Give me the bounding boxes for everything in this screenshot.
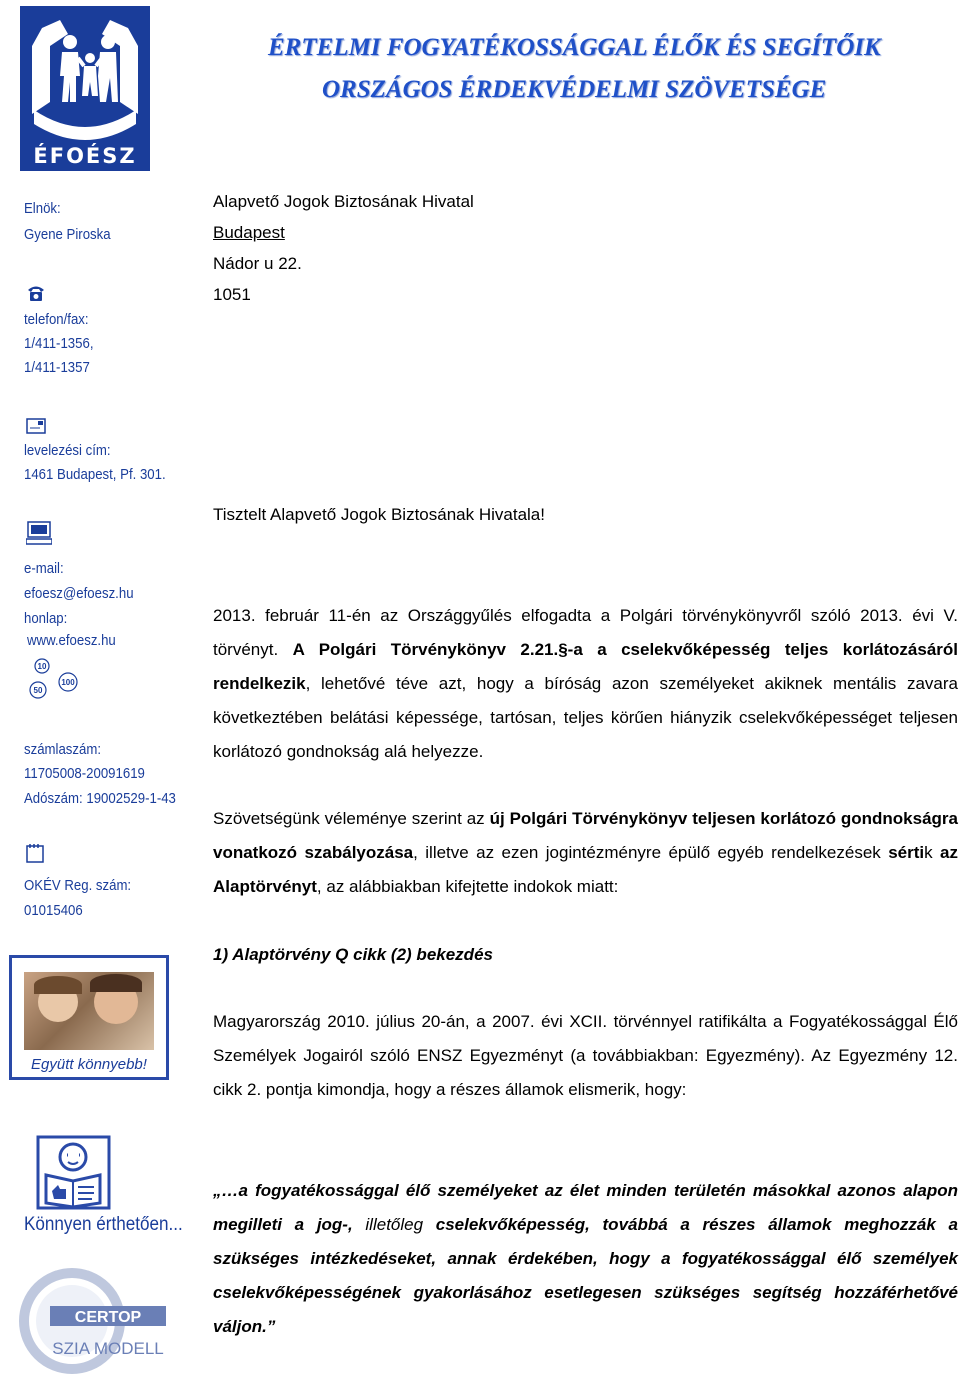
- quote-c: cselekvőképesség, továbbá a részes államok meghozzák a szükséges intézkedéseket, annak érdekében, hogy a fogyatékossággal élő személyek cselekvőképességének gyakorlásához esetlegesen szükséges segítség hozzáférhetővé váljon.: [213, 1215, 958, 1336]
- p1-emphasis: A Polgári Törvénykönyv 2.21.§-a a cselekvőképesség teljes korlátozásáról rendelkezik: [213, 640, 959, 693]
- envelope-icon: [26, 418, 46, 434]
- recipient-city: Budapest: [213, 223, 285, 242]
- president-label: Elnök:: [24, 200, 61, 217]
- paragraph-3: [213, 1005, 958, 1107]
- easy-to-read-caption: Könnyen érthetően...: [24, 1214, 183, 1235]
- okev-label: OKÉV Reg. szám:: [24, 877, 132, 894]
- p2-g: , az alábbiakban kifejtette indokok miatt:: [316, 877, 619, 896]
- org-name-line1: ÉRTELMI FOGYATÉKOSSÁGGAL ÉLŐK ÉS SEGÍTŐIK: [268, 34, 881, 61]
- phone-number-1: 1/411-1356,: [24, 335, 94, 352]
- cert-badge-text: CERTOP: [74, 1309, 142, 1326]
- phone-label: telefon/fax:: [24, 311, 89, 328]
- coins-icon: [24, 658, 86, 700]
- p2-c: , illetve az ezen jogintézményre épülő egyéb rendelkezések: [413, 843, 889, 862]
- org-name-line2: ORSZÁGOS ÉRDEKVÉDELMI SZÖVETSÉGE: [322, 76, 827, 103]
- mail-address: 1461 Budapest, Pf. 301.: [24, 466, 166, 483]
- recipient-postcode: 1051: [213, 285, 251, 304]
- website-label: honlap:: [24, 610, 68, 627]
- account-number: 11705008-20091619: [24, 765, 145, 782]
- coin-100-label: 100: [61, 678, 75, 687]
- logo-text: ÉFOÉSZ: [33, 144, 137, 168]
- president-name: Gyene Piroska: [24, 226, 111, 243]
- p2-f: az Alaptörvényt: [213, 843, 958, 896]
- paragraph-1: [213, 599, 958, 769]
- convention-quote: [213, 1174, 958, 1344]
- cert-name-text: SZIA MODELL: [52, 1339, 164, 1358]
- website-url[interactable]: www.efoesz.hu: [27, 632, 116, 649]
- p1-intro: 2013. február 11-én az Országgyűlés elfogadta a Polgári törvénykönyvről szóló 2013. évi V. törvényt.: [213, 606, 958, 659]
- easy-to-read-icon: [36, 1135, 111, 1210]
- recipient-name: Alapvető Jogok Biztosának Hivatal: [213, 192, 474, 211]
- quote-a: „…a fogyatékossággal élő személyeket az élet minden területén másokkal azonos alapon megilleti a jog-,: [213, 1181, 958, 1234]
- okev-number: 01015406: [24, 902, 83, 919]
- paragraph-2: [213, 802, 958, 904]
- certop-certification-logo: [10, 1266, 170, 1376]
- p2-d: sérti: [888, 843, 925, 862]
- recipient-street: Nádor u 22.: [213, 254, 302, 273]
- notepad-icon: [26, 843, 44, 863]
- p1-rest: , lehetővé téve azt, hogy a bíróság azon személyeket akiknek mentális zavara következtében belátási képessége, tartósan, teljes körűen hiányzik cselekvőképességet teljesen korlátozó gondnokság alá helyezze.: [213, 674, 958, 761]
- family-hands-icon: [20, 6, 150, 146]
- p2-e: k: [924, 843, 941, 862]
- p2-a: Szövetségünk véleménye szerint az: [213, 809, 490, 828]
- quote-close: ”: [266, 1317, 276, 1336]
- computer-icon: [26, 521, 52, 545]
- children-photo: [24, 972, 154, 1050]
- photo-frame: [9, 955, 169, 1080]
- email-label: e-mail:: [24, 560, 64, 577]
- photo-caption: Együtt könnyebb!: [31, 1056, 147, 1073]
- email-address[interactable]: efoesz@efoesz.hu: [24, 585, 134, 602]
- coin-10-label: 10: [37, 662, 47, 671]
- phone-number-2: 1/411-1357: [24, 359, 90, 376]
- quote-b: illetőleg: [365, 1215, 424, 1234]
- coin-50-label: 50: [33, 686, 43, 695]
- tax-number: Adószám: 19002529-1-43: [24, 790, 176, 807]
- telephone-icon: [26, 284, 46, 302]
- salutation: Tisztelt Alapvető Jogok Biztosának Hivatala!: [213, 505, 545, 524]
- p2-b: új Polgári Törvénykönyv teljesen korlátozó gondnokságra vonatkozó szabályozása: [213, 809, 959, 862]
- mail-label: levelezési cím:: [24, 442, 111, 459]
- efoesz-logo: [20, 6, 150, 171]
- account-label: számlaszám:: [24, 741, 102, 758]
- p3-text: Magyarország 2010. július 20-án, a 2007. évi XCII. törvénnyel ratifikálta a Fogyatékossággal Élő Személyek Jogairól szóló ENSZ Egyezményt (a továbbiakban: Egyezmény). Az Egyezmény 12. cikk 2. pontja kimondja, hogy a részes államok elismerik, hogy:: [213, 1012, 958, 1099]
- section-heading-1: 1) Alaptörvény Q cikk (2) bekezdés: [213, 945, 493, 964]
